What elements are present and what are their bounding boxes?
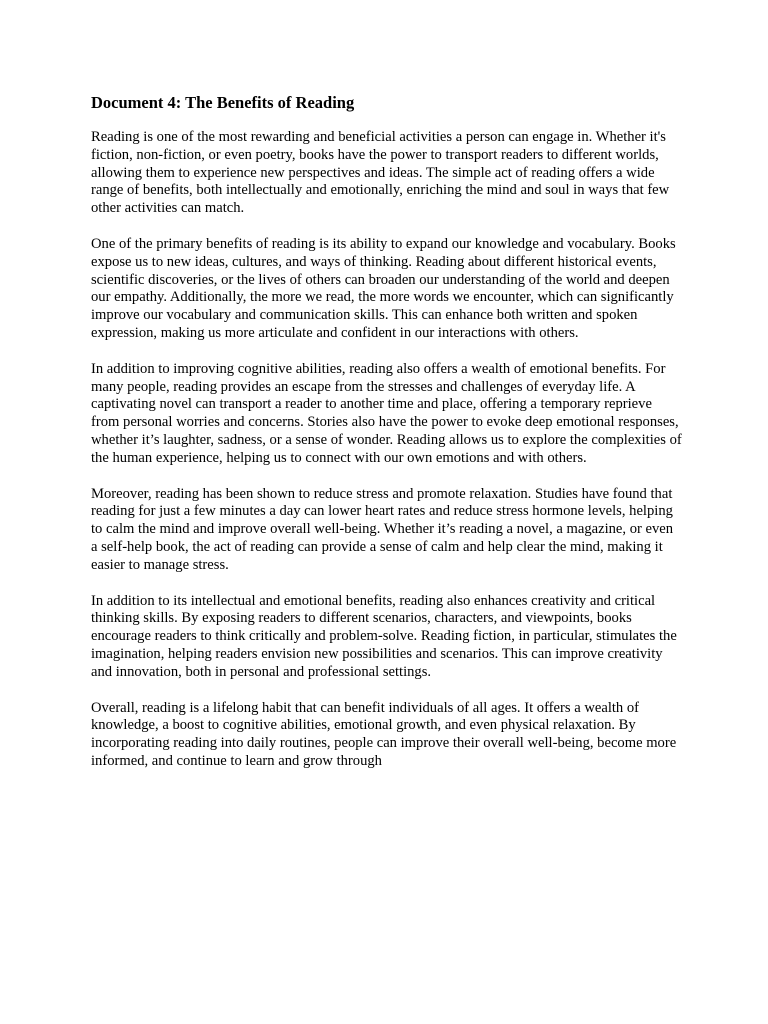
paragraph-creativity: In addition to its intellectual and emotional benefits, reading also enhances creativity and critical thinking skills. By exposing readers to different scenarios, characters, and viewpoints, books encourage readers to think critically and problem-solve. Reading fiction, in particular, stimulates the imagination, helping readers envision new possibilities and scenarios. This can improve creativity and innovation, both in personal and professional settings. — [91, 592, 677, 680]
document-title: Document 4: The Benefits of Reading — [91, 93, 355, 112]
paragraph-knowledge-vocabulary: One of the primary benefits of reading is its ability to expand our knowledge and vocabulary. Books expose us to new ideas, cultures, and ways of thinking. Reading about different historical events, scientific discoveries, or the lives of others can broaden our understanding of the world and deepen our empathy. Additionally, the more we read, the more words we encounter, which can significantly improve our vocabulary and communication skills. This can enhance both written and spoken expression, making us more articulate and confident in our interactions with others. — [91, 235, 676, 341]
paragraph-stress-relaxation: Moreover, reading has been shown to reduce stress and promote relaxation. Studies have found that reading for just a few minutes a day can lower heart rates and reduce stress hormone levels, helping to calm the mind and improve overall well-being. Whether it’s reading a novel, a magazine, or even a self-help book, the act of reading can provide a sense of calm and help clear the mind, making it easier to manage stress. — [91, 485, 674, 573]
paragraph-conclusion: Overall, reading is a lifelong habit that can benefit individuals of all ages. It offers a wealth of knowledge, a boost to cognitive abilities, emotional growth, and even physical relaxation. By incorporating reading into daily routines, people can improve their overall well-being, become more informed, and continue to learn and grow through — [91, 699, 677, 769]
document-body — [91, 92, 683, 789]
paragraph-emotional-benefits: In addition to improving cognitive abilities, reading also offers a wealth of emotional benefits. For many people, reading provides an escape from the stresses and challenges of everyday life. A captivating novel can transport a reader to another time and place, offering a temporary reprieve from personal worries and concerns. Stories also have the power to evoke deep emotional responses, whether it’s laughter, sadness, or a sense of wonder. Reading allows us to explore the complexities of the human experience, helping us to connect with our own emotions and with others. — [91, 360, 682, 466]
paragraph-intro: Reading is one of the most rewarding and beneficial activities a person can engage in. Whether it's fiction, non-fiction, or even poetry, books have the power to transport readers to different worlds, allowing them to experience new perspectives and ideas. The simple act of reading offers a wide range of benefits, both intellectually and emotionally, enriching the mind and soul in ways that few other activities can match. — [91, 129, 670, 217]
